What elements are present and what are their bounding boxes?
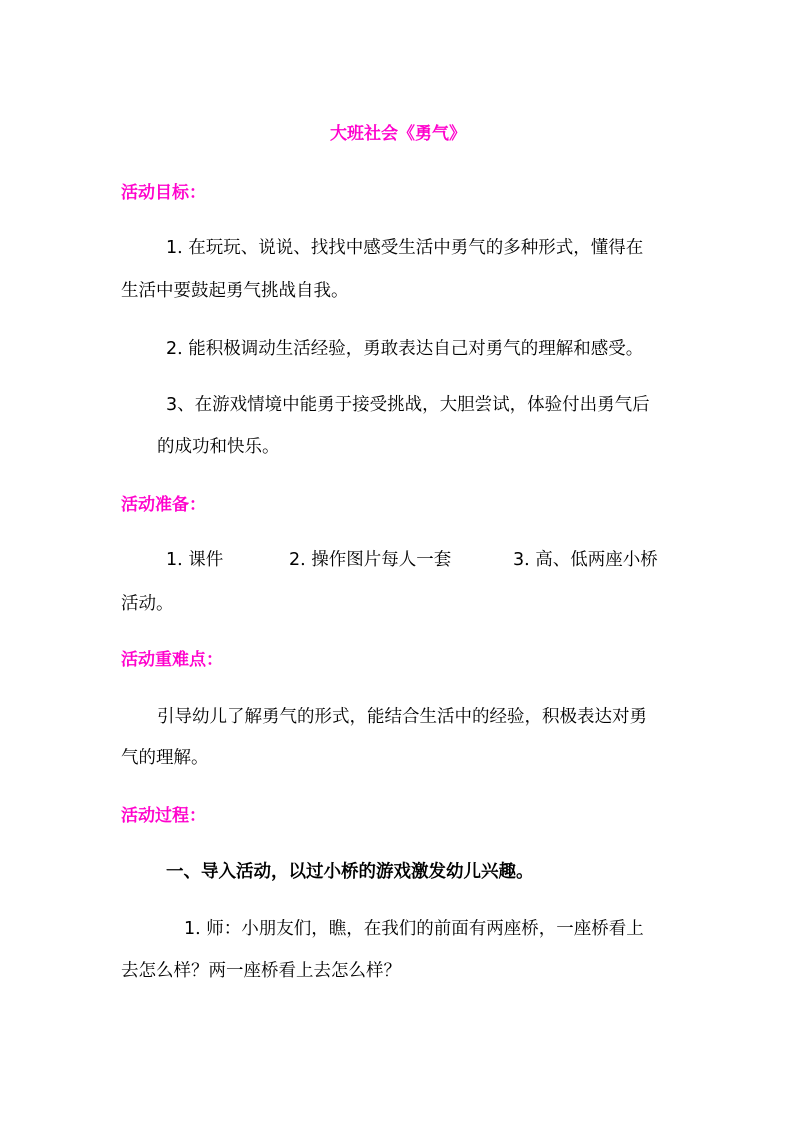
prep-continuation: 活动。 [121, 594, 174, 614]
keypoints-line-2: 气的理解。 [121, 748, 209, 768]
document-title: 大班社会《勇气》 [330, 124, 466, 144]
prep-text: . 课件 [177, 550, 224, 570]
goal-text: . 在玩玩、说说、找找中感受生活中勇气的多种形式，懂得在 [177, 238, 644, 258]
goal-item-1-continuation: 生活中要鼓起勇气挑战自我。 [121, 281, 349, 301]
prep-item-1 [166, 548, 223, 572]
process-subheading: 一、导入活动，以过小桥的游戏激发幼儿兴趣。 [166, 862, 534, 882]
section-heading-keypoints: 活动重难点： [121, 650, 223, 670]
goal-number: 2 [166, 339, 178, 359]
keypoints-line-1: 引导幼儿了解勇气的形式，能结合生活中的经验，积极表达对勇 [157, 707, 647, 727]
process-step-1-continuation: 去怎么样？两一座桥看上去怎么样？ [121, 961, 401, 981]
prep-item-3 [513, 548, 658, 572]
section-heading-process: 活动过程： [121, 806, 206, 826]
prep-text: . 高、低两座小桥 [524, 550, 658, 570]
prep-number: 2 [289, 550, 301, 570]
process-step-1 [184, 917, 644, 941]
goal-text: 、在游戏情境中能勇于接受挑战，大胆尝试，体验付出勇气后 [177, 395, 650, 415]
goal-number: 3 [166, 395, 178, 415]
prep-text: . 操作图片每人一套 [300, 550, 452, 570]
step-number: 1 [184, 919, 196, 939]
prep-item-2 [289, 548, 451, 572]
section-heading-prep: 活动准备： [121, 495, 206, 515]
goal-text: . 能积极调动生活经验，勇敢表达自己对勇气的理解和感受。 [177, 339, 644, 359]
goal-number: 1 [166, 238, 178, 258]
prep-number: 1 [166, 550, 178, 570]
goal-item-2 [166, 337, 643, 361]
goal-item-3 [166, 393, 650, 417]
prep-number: 3 [513, 550, 525, 570]
goal-item-3-continuation: 的成功和快乐。 [157, 437, 280, 457]
step-text: . 师：小朋友们，瞧，在我们的前面有两座桥，一座桥看上 [195, 919, 644, 939]
goal-item-1 [166, 236, 643, 260]
section-heading-goals: 活动目标： [121, 183, 206, 203]
